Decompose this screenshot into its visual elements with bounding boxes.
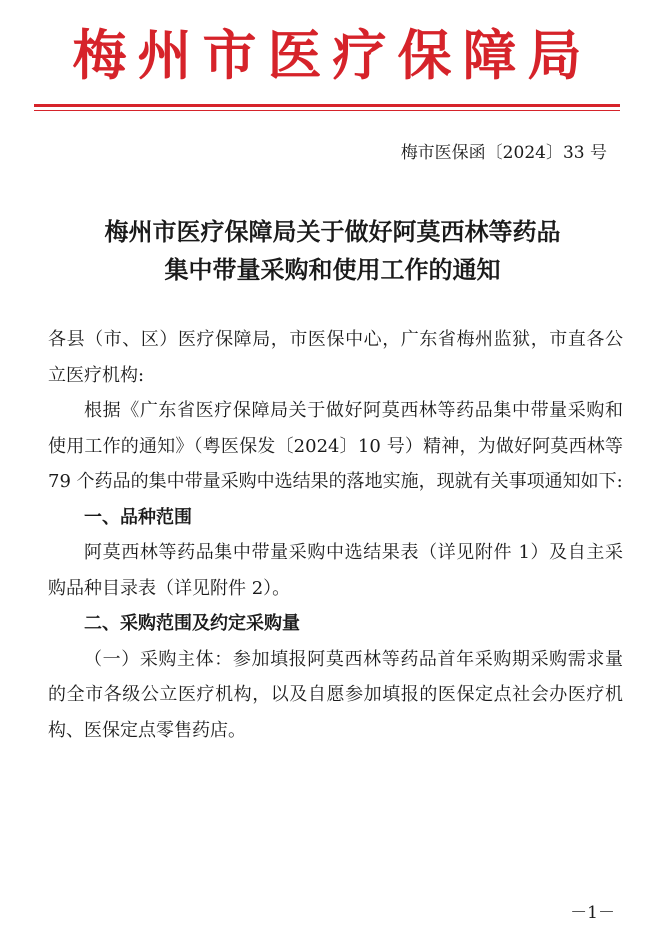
header-red-rule-thin — [34, 110, 620, 111]
header-red-rule — [34, 104, 620, 107]
salutation: 各县（市、区）医疗保障局，市医保中心，广东省梅州监狱，市直各公立医疗机构: — [48, 329, 623, 386]
section-1-paragraph: 阿莫西林等药品集中带量采购中选结果表（详见附件 1）及自主采购品种目录表（详见附件 2）。 — [48, 542, 623, 599]
intro-paragraph: 根据《广东省医疗保障局关于做好阿莫西林等药品集中带量采购和使用工作的通知》（粤医保发〔2024〕10 号）精神，为做好阿莫西林等 79 个药品的集中带量采购中选结果的落地实施，现就有关事项通知如下: — [48, 400, 623, 492]
document-body — [48, 322, 623, 748]
page-number: －1－ — [570, 903, 615, 923]
section-2-subsection-1: （一）采购主体：参加填报阿莫西林等药品首年采购期采购需求量的全市各级公立医疗机构，以及自愿参加填报的医保定点社会办医疗机构、医保定点零售药店。 — [48, 648, 623, 741]
section-2-heading: 二、采购范围及约定采购量 — [84, 613, 300, 634]
document-number: 梅市医保函〔2024〕33 号 — [400, 143, 607, 163]
document-title-line-2: 集中带量采购和使用工作的通知 — [164, 255, 501, 284]
organization-header: 梅州市医疗保障局 — [72, 23, 593, 87]
section-1-heading: 一、品种范围 — [84, 506, 192, 528]
document-title-line-1: 梅州市医疗保障局关于做好阿莫西林等药品 — [104, 217, 561, 246]
